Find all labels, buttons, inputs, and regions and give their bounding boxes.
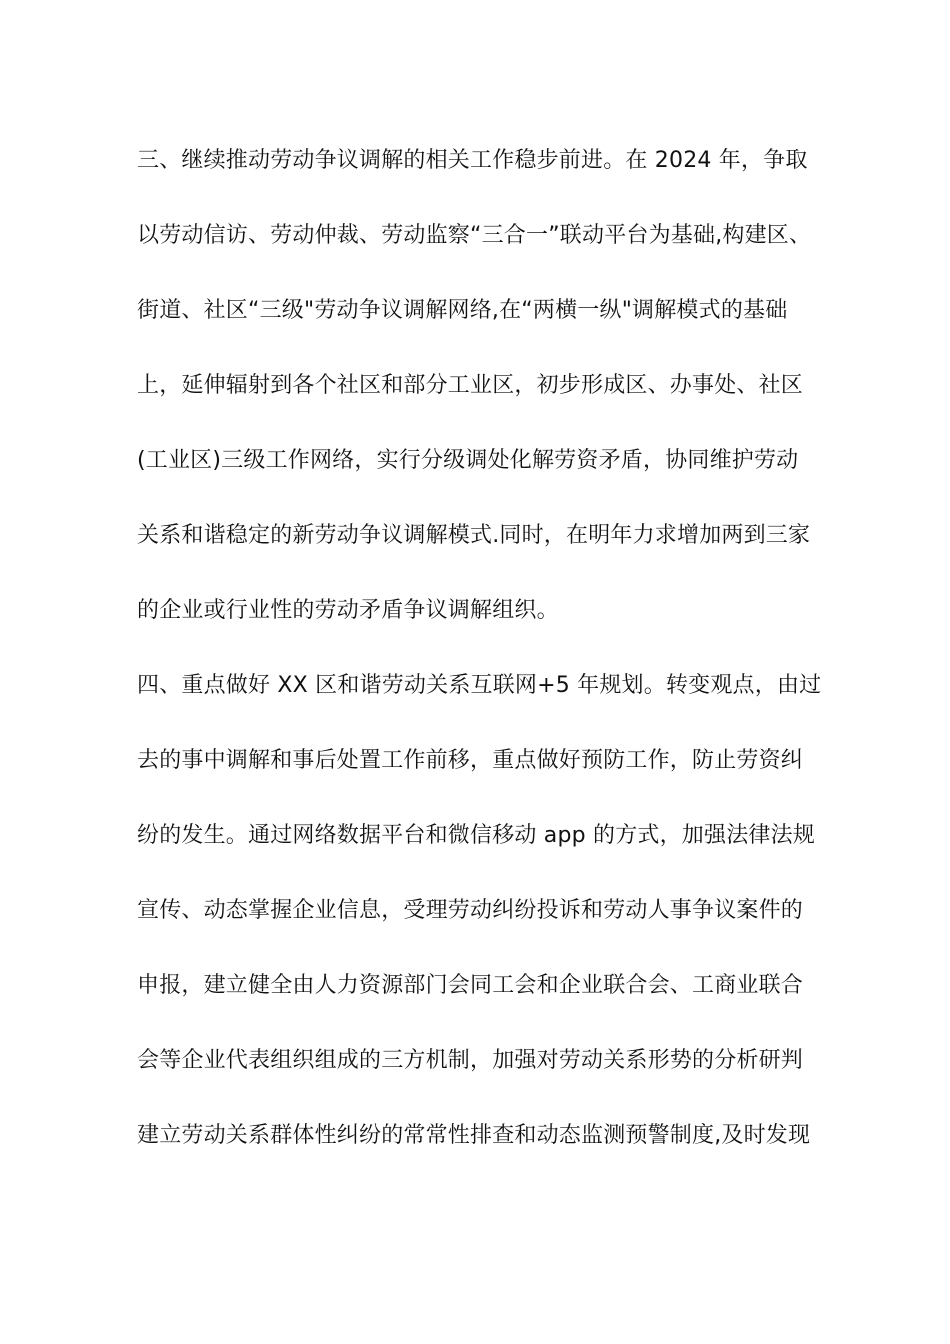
paragraph-line: 上，延伸辐射到各个社区和部分工业区，初步形成区、办事处、社区 — [137, 373, 804, 398]
paragraph-line: 以劳动信访、劳动仲裁、劳动监察“三合一”联动平台为基础,构建区、 — [137, 223, 812, 248]
paragraph-line: 去的事中调解和事后处置工作前移，重点做好预防工作，防止劳资纠 — [137, 748, 804, 773]
paragraph-line: 纷的发生。通过网络数据平台和微信移动 app 的方式，加强法律法规 — [137, 823, 815, 848]
paragraph-line: 街道、社区“三级"劳动争议调解网络,在“两横一纵"调解模式的基础 — [137, 298, 788, 323]
paragraph-line: 的企业或行业性的劳动矛盾争议调解组织。 — [137, 598, 559, 623]
paragraph-line: 宣传、动态掌握企业信息，受理劳动纠纷投诉和劳动人事争议案件的 — [137, 898, 804, 923]
paragraph-line: 三、继续推动劳动争议调解的相关工作稳步前进。在 2024 年，争取 — [137, 148, 808, 173]
paragraph-line: 申报，建立健全由人力资源部门会同工会和企业联合会、工商业联合 — [137, 973, 804, 998]
paragraph-line: 关系和谐稳定的新劳动争议调解模式.同时，在明年力求增加两到三家 — [137, 523, 811, 548]
paragraph-line: 四、重点做好 XX 区和谐劳动关系互联网+5 年规划。转变观点，由过 — [137, 673, 822, 698]
paragraph-line: 会等企业代表组织组成的三方机制，加强对劳动关系形势的分析研判 — [137, 1048, 804, 1073]
paragraph-line: 建立劳动关系群体性纠纷的常常性排查和动态监测预警制度,及时发现 — [137, 1123, 811, 1148]
paragraph-line: (工业区)三级工作网络，实行分级调处化解劳资矛盾，协同维护劳动 — [137, 448, 799, 473]
